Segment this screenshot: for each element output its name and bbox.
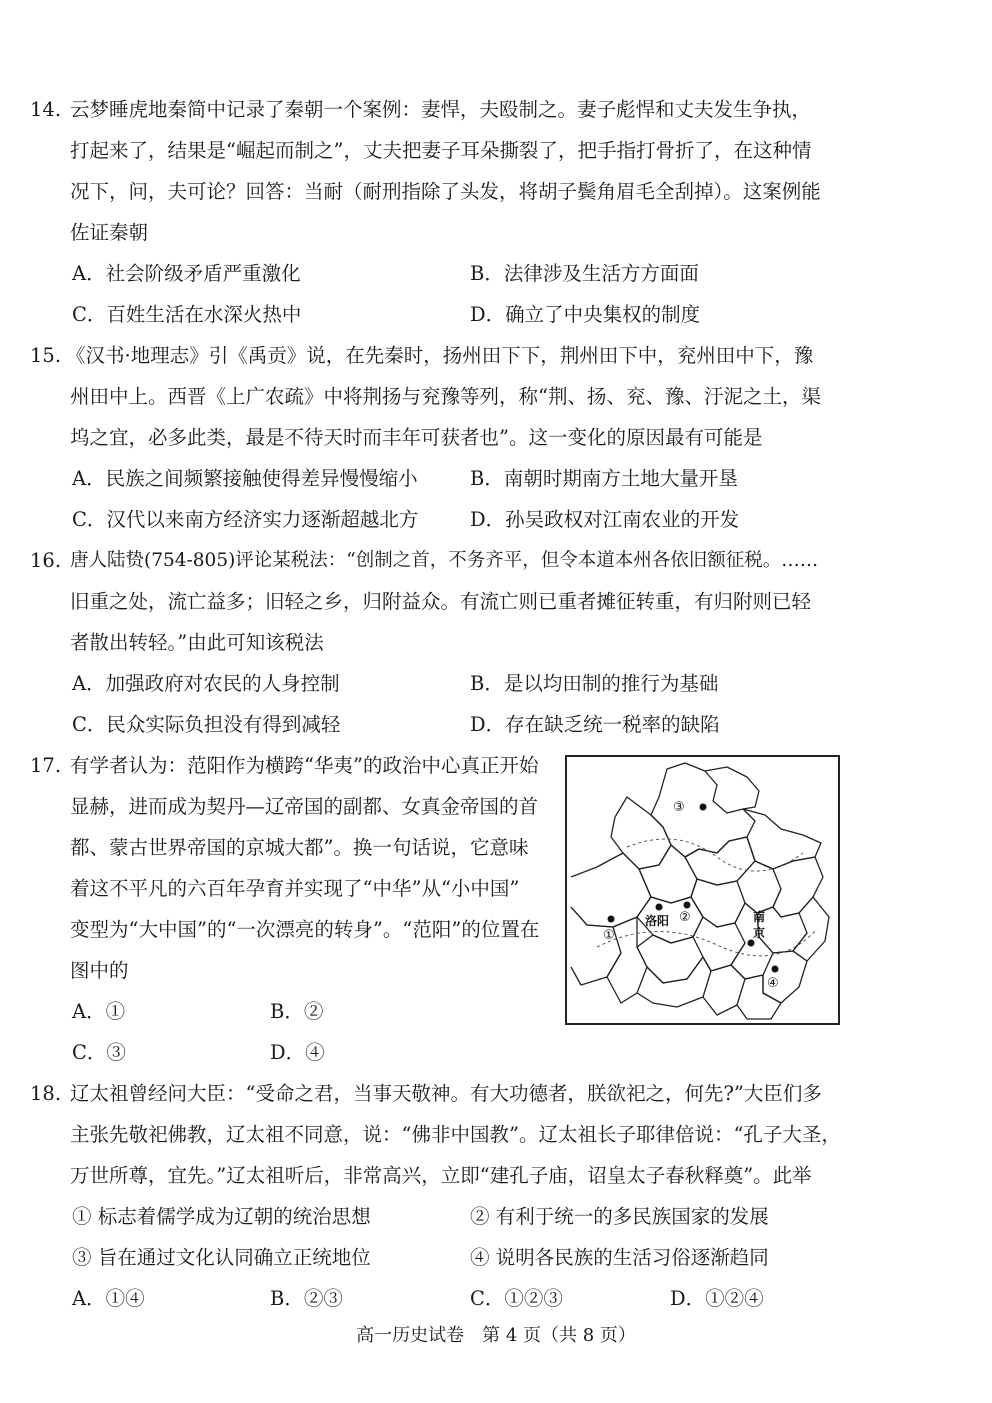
question-text-line: 旧重之处，流亡益多；旧轻之乡，归附益众。有流亡则已重者摊征转重，有归附则已轻 xyxy=(70,590,812,613)
location-dot-4 xyxy=(772,966,779,973)
question-text-line: 打起来了，结果是“崛起而制之”，丈夫把妻子耳朵撕裂了，把手指打骨折了，在这种情 xyxy=(70,139,812,162)
option-d[interactable]: D．确立了中央集权的制度 xyxy=(470,303,701,326)
question-text-line: 万世所尊，宜先。”辽太祖听后，非常高兴，立即“建孔子庙，诏皇太子春秋释奠”。此举 xyxy=(70,1164,812,1187)
option-d[interactable]: D．①②④ xyxy=(670,1287,764,1310)
option-b[interactable]: B．②③ xyxy=(270,1287,343,1310)
option-c[interactable]: C．百姓生活在水深火热中 xyxy=(72,303,302,326)
statement-3: ③ 旨在通过文化认同确立正统地位 xyxy=(72,1246,371,1269)
option-b[interactable]: B．法律涉及生活方方面面 xyxy=(470,262,699,285)
province-boundaries xyxy=(571,763,829,1019)
question-text-line: 《汉书·地理志》引《禹贡》说，在先秦时，扬州田下下，荆州田下中，兖州田中下，豫 xyxy=(66,344,814,367)
option-d[interactable]: D．存在缺乏统一税率的缺陷 xyxy=(470,713,720,736)
option-b[interactable]: B．是以均田制的推行为基础 xyxy=(470,672,719,695)
question-text-line: 坞之宜，必多此类，最是不待天时而丰年可获者也”。这一变化的原因最有可能是 xyxy=(70,426,763,449)
map-label-nanjing-1: 南 xyxy=(753,910,766,924)
map-label-nanjing-2: 京 xyxy=(753,926,766,940)
question-text-line: 州田中上。西晋《上广农疏》中将荆扬与兖豫等列，称“荆、扬、兖、豫、汙泥之土，渠 xyxy=(70,385,821,408)
option-a[interactable]: A．民族之间频繁接触使得差异慢慢缩小 xyxy=(72,467,418,490)
location-dot-luoyang xyxy=(656,904,663,911)
map-marker-3: ③ xyxy=(673,800,685,815)
map-svg xyxy=(567,757,838,1023)
option-d[interactable]: D．孙吴政权对江南农业的开发 xyxy=(470,508,740,531)
option-c[interactable]: C．汉代以来南方经济实力逐渐超越北方 xyxy=(72,508,419,531)
option-c[interactable]: C．民众实际负担没有得到减轻 xyxy=(72,713,341,736)
option-a[interactable]: A．① xyxy=(72,1000,126,1023)
question-text-line: 图中的 xyxy=(70,959,129,982)
question-text-line: 变型为“大中国”的“一次漂亮的转身”。“范阳”的位置在 xyxy=(70,918,540,941)
question-text-line: 唐人陆贽(754-805)评论某税法：“创制之首，不务齐平，但令本道本州各依旧额征税。…… xyxy=(70,550,819,571)
option-a[interactable]: A．社会阶级矛盾严重激化 xyxy=(72,262,301,285)
map-marker-2: ② xyxy=(679,910,691,925)
option-d[interactable]: D．④ xyxy=(270,1041,325,1064)
question-text-line: 况下，问，夫可论？回答：当耐（耐刑指除了头发，将胡子鬓角眉毛全刮掉）。这案例能 xyxy=(70,180,821,203)
statement-2: ② 有利于统一的多民族国家的发展 xyxy=(470,1205,769,1228)
question-text-line: 佐证秦朝 xyxy=(70,221,149,244)
question-number: 16. xyxy=(30,549,62,572)
question-number: 18. xyxy=(30,1082,62,1105)
statement-1: ① 标志着儒学成为辽朝的统治思想 xyxy=(72,1205,371,1228)
option-a[interactable]: A．加强政府对农民的人身控制 xyxy=(72,672,340,695)
question-text-line: 有学者认为：范阳作为横跨“华夷”的政治中心真正开始 xyxy=(70,754,539,777)
question-text-line: 都、蒙古世界帝国的京城大都”。换一句话说，它意味 xyxy=(70,836,529,859)
map-marker-1: ① xyxy=(603,928,615,943)
map-marker-4: ④ xyxy=(767,976,779,991)
question-text-line: 者散出转轻。”由此可知该税法 xyxy=(70,631,324,654)
question-number: 14. xyxy=(30,98,62,121)
question-number: 17. xyxy=(30,754,62,777)
location-dot-1 xyxy=(608,916,615,923)
location-dot-nanjing xyxy=(748,940,755,947)
option-b[interactable]: B．南朝时期南方土地大量开垦 xyxy=(470,467,738,490)
question-text-line: 主张先敬祀佛教，辽太祖不同意，说：“佛非中国教”。辽太祖长子耶律倍说：“孔子大圣， xyxy=(70,1123,841,1146)
question-text-line: 显赫，进而成为契丹—辽帝国的副都、女真金帝国的首 xyxy=(70,795,539,818)
location-dot-2 xyxy=(684,902,691,909)
option-a[interactable]: A．①④ xyxy=(72,1287,145,1310)
option-c[interactable]: C．①②③ xyxy=(470,1287,563,1310)
location-dot-3 xyxy=(700,804,707,811)
question-text-line: 云梦睡虎地秦简中记录了秦朝一个案例：妻悍，夫殴制之。妻子彪悍和丈夫发生争执， xyxy=(70,98,812,121)
map-label-luoyang: 洛阳 xyxy=(645,914,670,928)
china-historical-map xyxy=(565,755,840,1025)
question-text-line: 着这不平凡的六百年孕育并实现了“中华”从“小中国” xyxy=(70,877,520,900)
question-number: 15. xyxy=(30,344,62,367)
option-c[interactable]: C．③ xyxy=(72,1041,126,1064)
page-footer: 高一历史试卷 第 4 页（共 8 页） xyxy=(356,1325,636,1346)
statement-4: ④ 说明各民族的生活习俗逐渐趋同 xyxy=(470,1246,769,1269)
question-text-line: 辽太祖曾经问大臣：“受命之君，当事天敬神。有大功德者，朕欲祀之，何先?”大臣们多 xyxy=(70,1082,822,1105)
option-b[interactable]: B．② xyxy=(270,1000,324,1023)
yangtze-river-line xyxy=(597,929,817,956)
